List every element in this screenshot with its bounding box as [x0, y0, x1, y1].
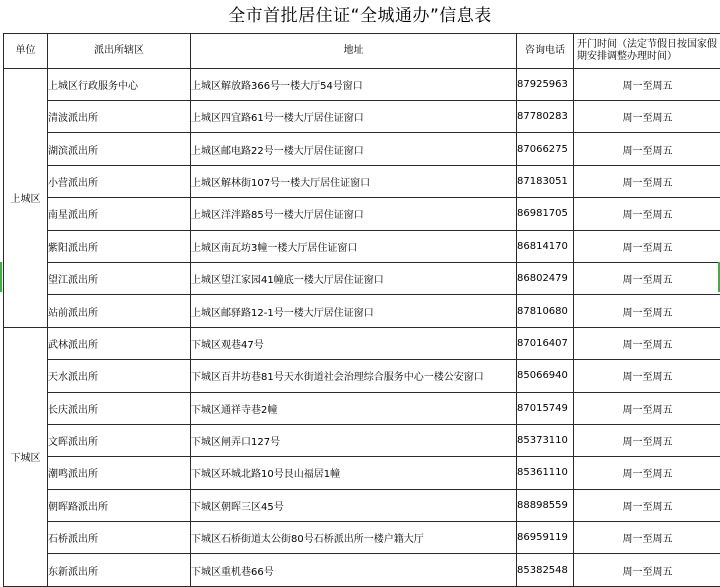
- hours-cell: 周一至周五: [574, 522, 720, 554]
- address-cell: 上城区邮电路22号一楼大厅居住证窗口: [191, 133, 517, 165]
- hours-cell: 周一至周五: [574, 101, 720, 133]
- station-cell: 小营派出所: [48, 165, 191, 197]
- hours-cell: 周一至周五: [574, 165, 720, 197]
- station-cell: 站前派出所: [48, 295, 191, 327]
- hours-cell: 周一至周五: [574, 392, 720, 424]
- station-cell: 石桥派出所: [48, 522, 191, 554]
- station-cell: 潮鸣派出所: [48, 457, 191, 489]
- table-row: [4, 489, 720, 521]
- phone-cell: 85373110: [517, 424, 574, 456]
- header-hours: 开门时间（法定节假日按国家假期安排调整办理时间）: [574, 34, 720, 69]
- phone-cell: 86802479: [517, 262, 574, 294]
- table-header-row: [4, 34, 720, 69]
- hours-cell: 周一至周五: [574, 424, 720, 456]
- table-row: [4, 69, 720, 101]
- table-row: [4, 424, 720, 456]
- station-cell: 上城区行政服务中心: [48, 69, 191, 101]
- station-cell: 长庆派出所: [48, 392, 191, 424]
- address-cell: 下城区通祥寺巷2幢: [191, 392, 517, 424]
- table-row: [4, 392, 720, 424]
- address-cell: 下城区闸弄口127号: [191, 424, 517, 456]
- address-cell: 上城区望江家园41幢底一楼大厅居住证窗口: [191, 262, 517, 294]
- hours-cell: 周一至周五: [574, 457, 720, 489]
- address-cell: 下城区朝晖三区45号: [191, 489, 517, 521]
- header-station: 派出所辖区: [48, 34, 191, 69]
- address-cell: 下城区环城北路10号艮山福居1幢: [191, 457, 517, 489]
- phone-cell: 88898559: [517, 489, 574, 521]
- phone-cell: 86981705: [517, 198, 574, 230]
- phone-cell: 87780283: [517, 101, 574, 133]
- address-cell: 下城区重机巷66号: [191, 554, 517, 586]
- table-row: [4, 327, 720, 359]
- region-cell-shangcheng: 上城区: [4, 69, 48, 328]
- table-row: [4, 101, 720, 133]
- header-unit: 单位: [4, 34, 48, 69]
- phone-cell: 85361110: [517, 457, 574, 489]
- station-cell: 天水派出所: [48, 360, 191, 392]
- phone-cell: 85382548: [517, 554, 574, 586]
- table-row: [4, 230, 720, 262]
- phone-cell: 87066275: [517, 133, 574, 165]
- hours-cell: 周一至周五: [574, 327, 720, 359]
- address-cell: 上城区洋泮路85号一楼大厅居住证窗口: [191, 198, 517, 230]
- table-row: [4, 262, 720, 294]
- address-cell: 上城区邮驿路12-1号一楼大厅居住证窗口: [191, 295, 517, 327]
- hours-cell: 周一至周五: [574, 489, 720, 521]
- table-row: [4, 198, 720, 230]
- address-cell: 下城区百井坊巷81号天水街道社会治理综合服务中心一楼公安窗口: [191, 360, 517, 392]
- hours-cell: 周一至周五: [574, 133, 720, 165]
- station-cell: 清波派出所: [48, 101, 191, 133]
- station-cell: 东新派出所: [48, 554, 191, 586]
- address-cell: 上城区解林街107号一楼大厅居住证窗口: [191, 165, 517, 197]
- station-cell: 湖滨派出所: [48, 133, 191, 165]
- row-selection-marker-left: [0, 262, 2, 292]
- phone-cell: 87810680: [517, 295, 574, 327]
- table-row: [4, 554, 720, 586]
- table-row: [4, 522, 720, 554]
- phone-cell: 87015749: [517, 392, 574, 424]
- table-row: [4, 133, 720, 165]
- hours-cell: 周一至周五: [574, 295, 720, 327]
- hours-cell: 周一至周五: [574, 230, 720, 262]
- phone-cell: 87925963: [517, 69, 574, 101]
- table-row: [4, 457, 720, 489]
- hours-cell: 周一至周五: [574, 69, 720, 101]
- address-cell: 下城区石桥街道太公街80号石桥派出所一楼户籍大厅: [191, 522, 517, 554]
- table-row: [4, 165, 720, 197]
- region-cell-xiacheng: 下城区: [4, 327, 48, 586]
- station-cell: 文晖派出所: [48, 424, 191, 456]
- station-cell: 朝晖路派出所: [48, 489, 191, 521]
- phone-cell: 86814170: [517, 230, 574, 262]
- phone-cell: 87183051: [517, 165, 574, 197]
- hours-cell: 周一至周五: [574, 262, 720, 294]
- address-cell: 上城区解放路366号一楼大厅54号窗口: [191, 69, 517, 101]
- hours-cell: 周一至周五: [574, 198, 720, 230]
- station-cell: 望江派出所: [48, 262, 191, 294]
- address-cell: 上城区南瓦坊3幢一楼大厅居住证窗口: [191, 230, 517, 262]
- station-cell: 紫阳派出所: [48, 230, 191, 262]
- address-cell: 上城区四宜路61号一楼大厅居住证窗口: [191, 101, 517, 133]
- address-cell: 下城区观巷47号: [191, 327, 517, 359]
- header-address: 地址: [191, 34, 517, 69]
- table-row: [4, 360, 720, 392]
- station-cell: 南星派出所: [48, 198, 191, 230]
- info-table: [3, 33, 720, 587]
- phone-cell: 87016407: [517, 327, 574, 359]
- header-phone: 咨询电话: [517, 34, 574, 69]
- phone-cell: 85066940: [517, 360, 574, 392]
- table-row: [4, 295, 720, 327]
- hours-cell: 周一至周五: [574, 554, 720, 586]
- hours-cell: 周一至周五: [574, 360, 720, 392]
- page-title: 全市首批居住证“全城通办”信息表: [0, 0, 720, 33]
- station-cell: 武林派出所: [48, 327, 191, 359]
- phone-cell: 86959119: [517, 522, 574, 554]
